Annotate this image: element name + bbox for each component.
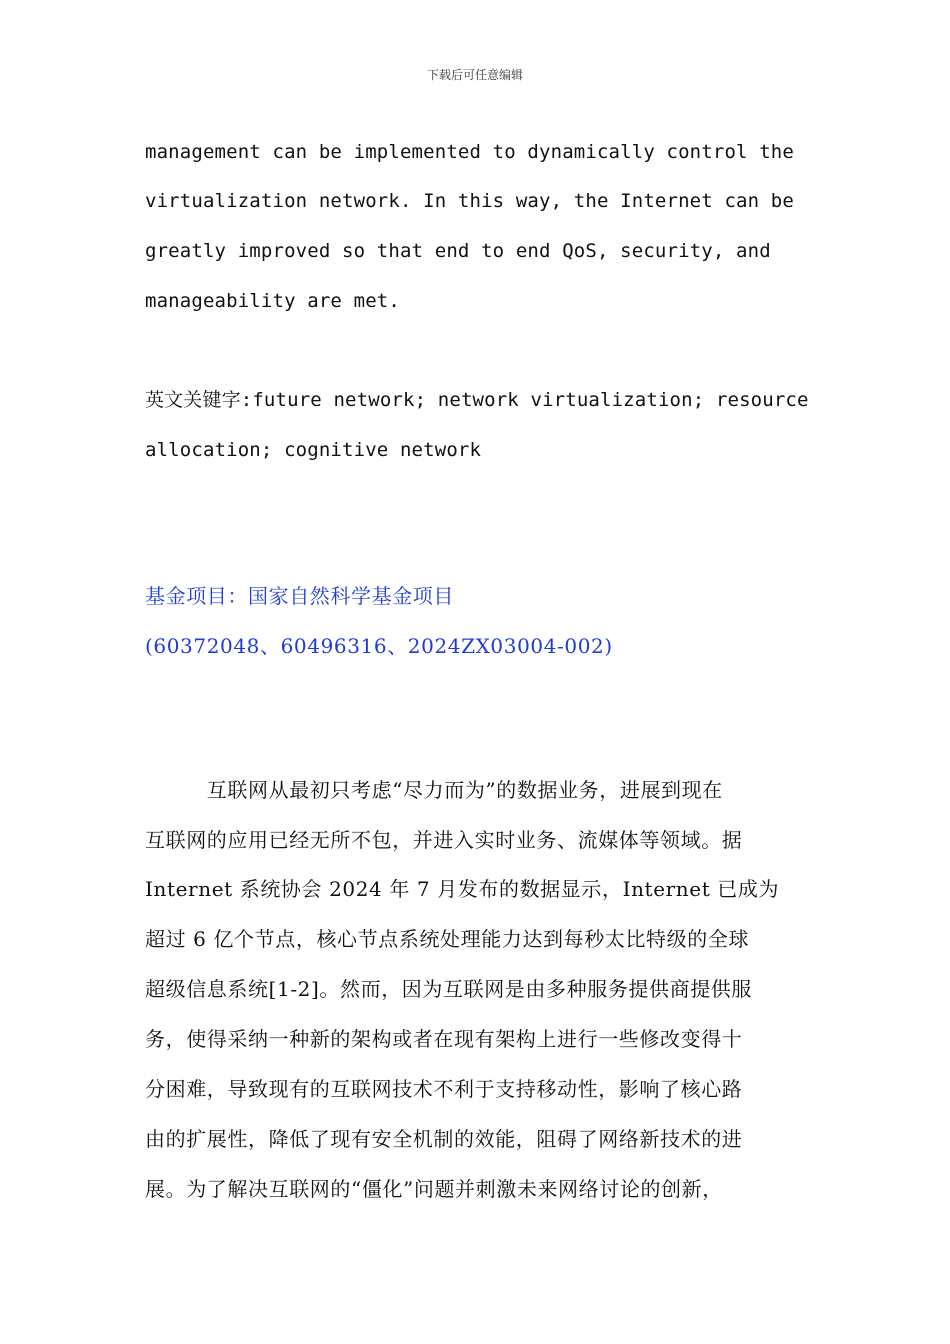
paragraph-line: 超级信息系统[1-2]。然而，因为互联网是由多种服务提供商提供服 xyxy=(145,977,753,1001)
abstract-line: manageability are met. xyxy=(145,290,400,312)
paragraph-line: 互联网的应用已经无所不包，并进入实时业务、流媒体等领域。据 xyxy=(145,828,743,852)
paragraph-line: 展。为了解决互联网的“僵化”问题并刺激未来网络讨论的创新， xyxy=(145,1177,723,1201)
paragraph-line: 分困难，导致现有的互联网技术不利于支持移动性，影响了核心路 xyxy=(145,1077,743,1101)
paragraph-line: 由的扩展性，降低了现有安全机制的效能，阻碍了网络新技术的进 xyxy=(145,1127,743,1151)
abstract-line: greatly improved so that end to end QoS, security, and xyxy=(145,240,771,262)
paragraph-line: 互联网从最初只考虑“尽力而为”的数据业务，进展到现在 xyxy=(145,778,723,802)
keywords-line: allocation; cognitive network xyxy=(145,439,482,461)
page-header: 下载后可任意编辑 xyxy=(426,68,523,82)
paragraph-line: 超过 6 亿个节点，核心节点系统处理能力达到每秒太比特级的全球 xyxy=(145,927,750,951)
funding-grant-numbers: (60372048、60496316、2024ZX03004-002) xyxy=(145,634,613,658)
paragraph-line: Internet 系统协会 2024 年 7 月发布的数据显示，Internet 已成为 xyxy=(145,877,780,901)
abstract-line: management can be implemented to dynamically control the xyxy=(145,141,794,163)
paragraph-line: 务，使得采纳一种新的架构或者在现有架构上进行一些修改变得十 xyxy=(145,1027,743,1051)
abstract-line: virtualization network. In this way, the Internet can be xyxy=(145,190,794,212)
keywords-line: 英文关键字:future network; network virtualization; resource xyxy=(145,389,809,411)
funding-title: 基金项目：国家自然科学基金项目 xyxy=(145,584,454,608)
